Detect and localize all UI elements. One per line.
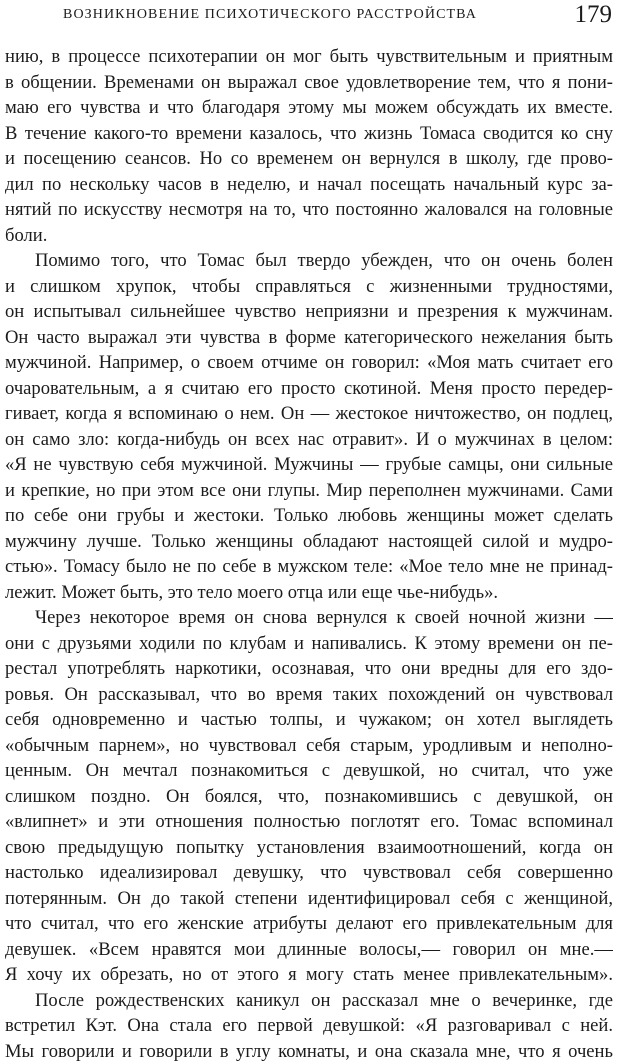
- text-line: После рождественских каникул он рассказал мне о вечеринке, где: [5, 988, 613, 1014]
- text-line: Через некоторое время он снова вернулся к своей ночной жизни —: [5, 605, 613, 631]
- text-line: потерянным. Он до такой степени идентифицировал себя с женщиной,: [5, 886, 613, 912]
- running-head: [0, 0, 620, 34]
- text-line: девушек. «Всем нравятся мои длинные волосы,— говорил он мне.—: [5, 937, 613, 963]
- chapter-running-title: ВОЗНИКНОВЕНИЕ ПСИХОТИЧЕСКОГО РАССТРОЙСТВА: [63, 7, 477, 23]
- text-line: «Я не чувствую себя мужчиной. Мужчины — грубые самцы, они сильные: [5, 452, 613, 478]
- text-line: настолько идеализировал девушку, что чувствовал себя совершенно: [5, 860, 613, 886]
- text-line: по себе они грубы и жестоки. Только любовь женщины может сделать: [5, 503, 613, 529]
- text-line: В течение какого-то времени казалось, что жизнь Томаса сводится ко сну: [5, 121, 613, 147]
- text-line: Я хочу их обрезать, но от этого я могу стать менее привлекательным».: [5, 962, 613, 988]
- text-line: себя одновременно и частью толпы, и чужаком; он хотел выглядеть: [5, 707, 613, 733]
- text-line: боли.: [5, 223, 613, 249]
- text-line: они с друзьями ходили по клубам и напивались. К этому времени он пе-: [5, 631, 613, 657]
- text-line: мужчину лучше. Только женщины обладают настоящей силой и мудро-: [5, 529, 613, 555]
- text-line: он испытывал сильнейшее чувство неприязни и презрения к мужчинам.: [5, 299, 613, 325]
- text-line: дил по нескольку часов в неделю, и начал посещать начальный курс за-: [5, 172, 613, 198]
- text-line: лежит. Может быть, это тело моего отца или еще чье-нибудь».: [5, 580, 613, 606]
- text-line: и крепкие, но при этом все они глупы. Мир переполнен мужчинами. Сами: [5, 478, 613, 504]
- text-line: свою предыдущую попытку установления взаимоотношений, когда он: [5, 835, 613, 861]
- text-line: и слишком хрупок, чтобы справляться с жизненными трудностями,: [5, 274, 613, 300]
- text-line: и посещению сеансов. Но со временем он вернулся в школу, где прово-: [5, 146, 613, 172]
- text-line: гивает, когда я вспоминаю о нем. Он — жестокое ничтожество, он подлец,: [5, 401, 613, 427]
- text-line: Он часто выражал эти чувства в форме категорического нежелания быть: [5, 325, 613, 351]
- text-line: в общении. Временами он выражал свое удовлетворение тем, что я пони-: [5, 70, 613, 96]
- text-line: очаровательным, а я считаю его просто скотиной. Меня просто передер-: [5, 376, 613, 402]
- page-number: 179: [575, 0, 613, 30]
- text-line: маю его чувства и что благодаря этому мы можем обсуждать их вместе.: [5, 95, 613, 121]
- text-line: Помимо того, что Томас был твердо убежден, что он очень болен: [5, 248, 613, 274]
- text-line: мужчиной. Например, о своем отчиме он говорил: «Моя мать считает его: [5, 350, 613, 376]
- text-line: Мы говорили и говорили в углу комнаты, и она сказала мне, что я очень: [5, 1039, 613, 1064]
- text-line: «влипнет» и эти отношения полностью поглотят его. Томас вспоминал: [5, 809, 613, 835]
- text-line: ценным. Он мечтал познакомиться с девушкой, но считал, что уже: [5, 758, 613, 784]
- text-line: ровья. Он рассказывал, что во время таких похождений он чувствовал: [5, 682, 613, 708]
- text-line: слишком поздно. Он боялся, что, познакомившись с девушкой, он: [5, 784, 613, 810]
- text-line: нятий по искусству несмотря на то, что постоянно жаловался на головные: [5, 197, 613, 223]
- text-line: что считал, что его женские атрибуты делают его привлекательным для: [5, 911, 613, 937]
- text-line: встретил Кэт. Она стала его первой девушкой: «Я разговаривал с ней.: [5, 1013, 613, 1039]
- text-line: «обычным парнем», но чувствовал себя старым, уродливым и неполно-: [5, 733, 613, 759]
- text-line: нию, в процессе психотерапии он мог быть чувствительным и приятным: [5, 44, 613, 70]
- text-line: он само зло: когда-нибудь он всех нас отравит». И о мужчинах в целом:: [5, 427, 613, 453]
- text-line: стью». Томасу было не по себе в мужском теле: «Мое тело мне не принад-: [5, 554, 613, 580]
- body-text: [5, 44, 613, 1064]
- text-line: рестал употреблять наркотики, осознавая, что они вредны для его здо-: [5, 656, 613, 682]
